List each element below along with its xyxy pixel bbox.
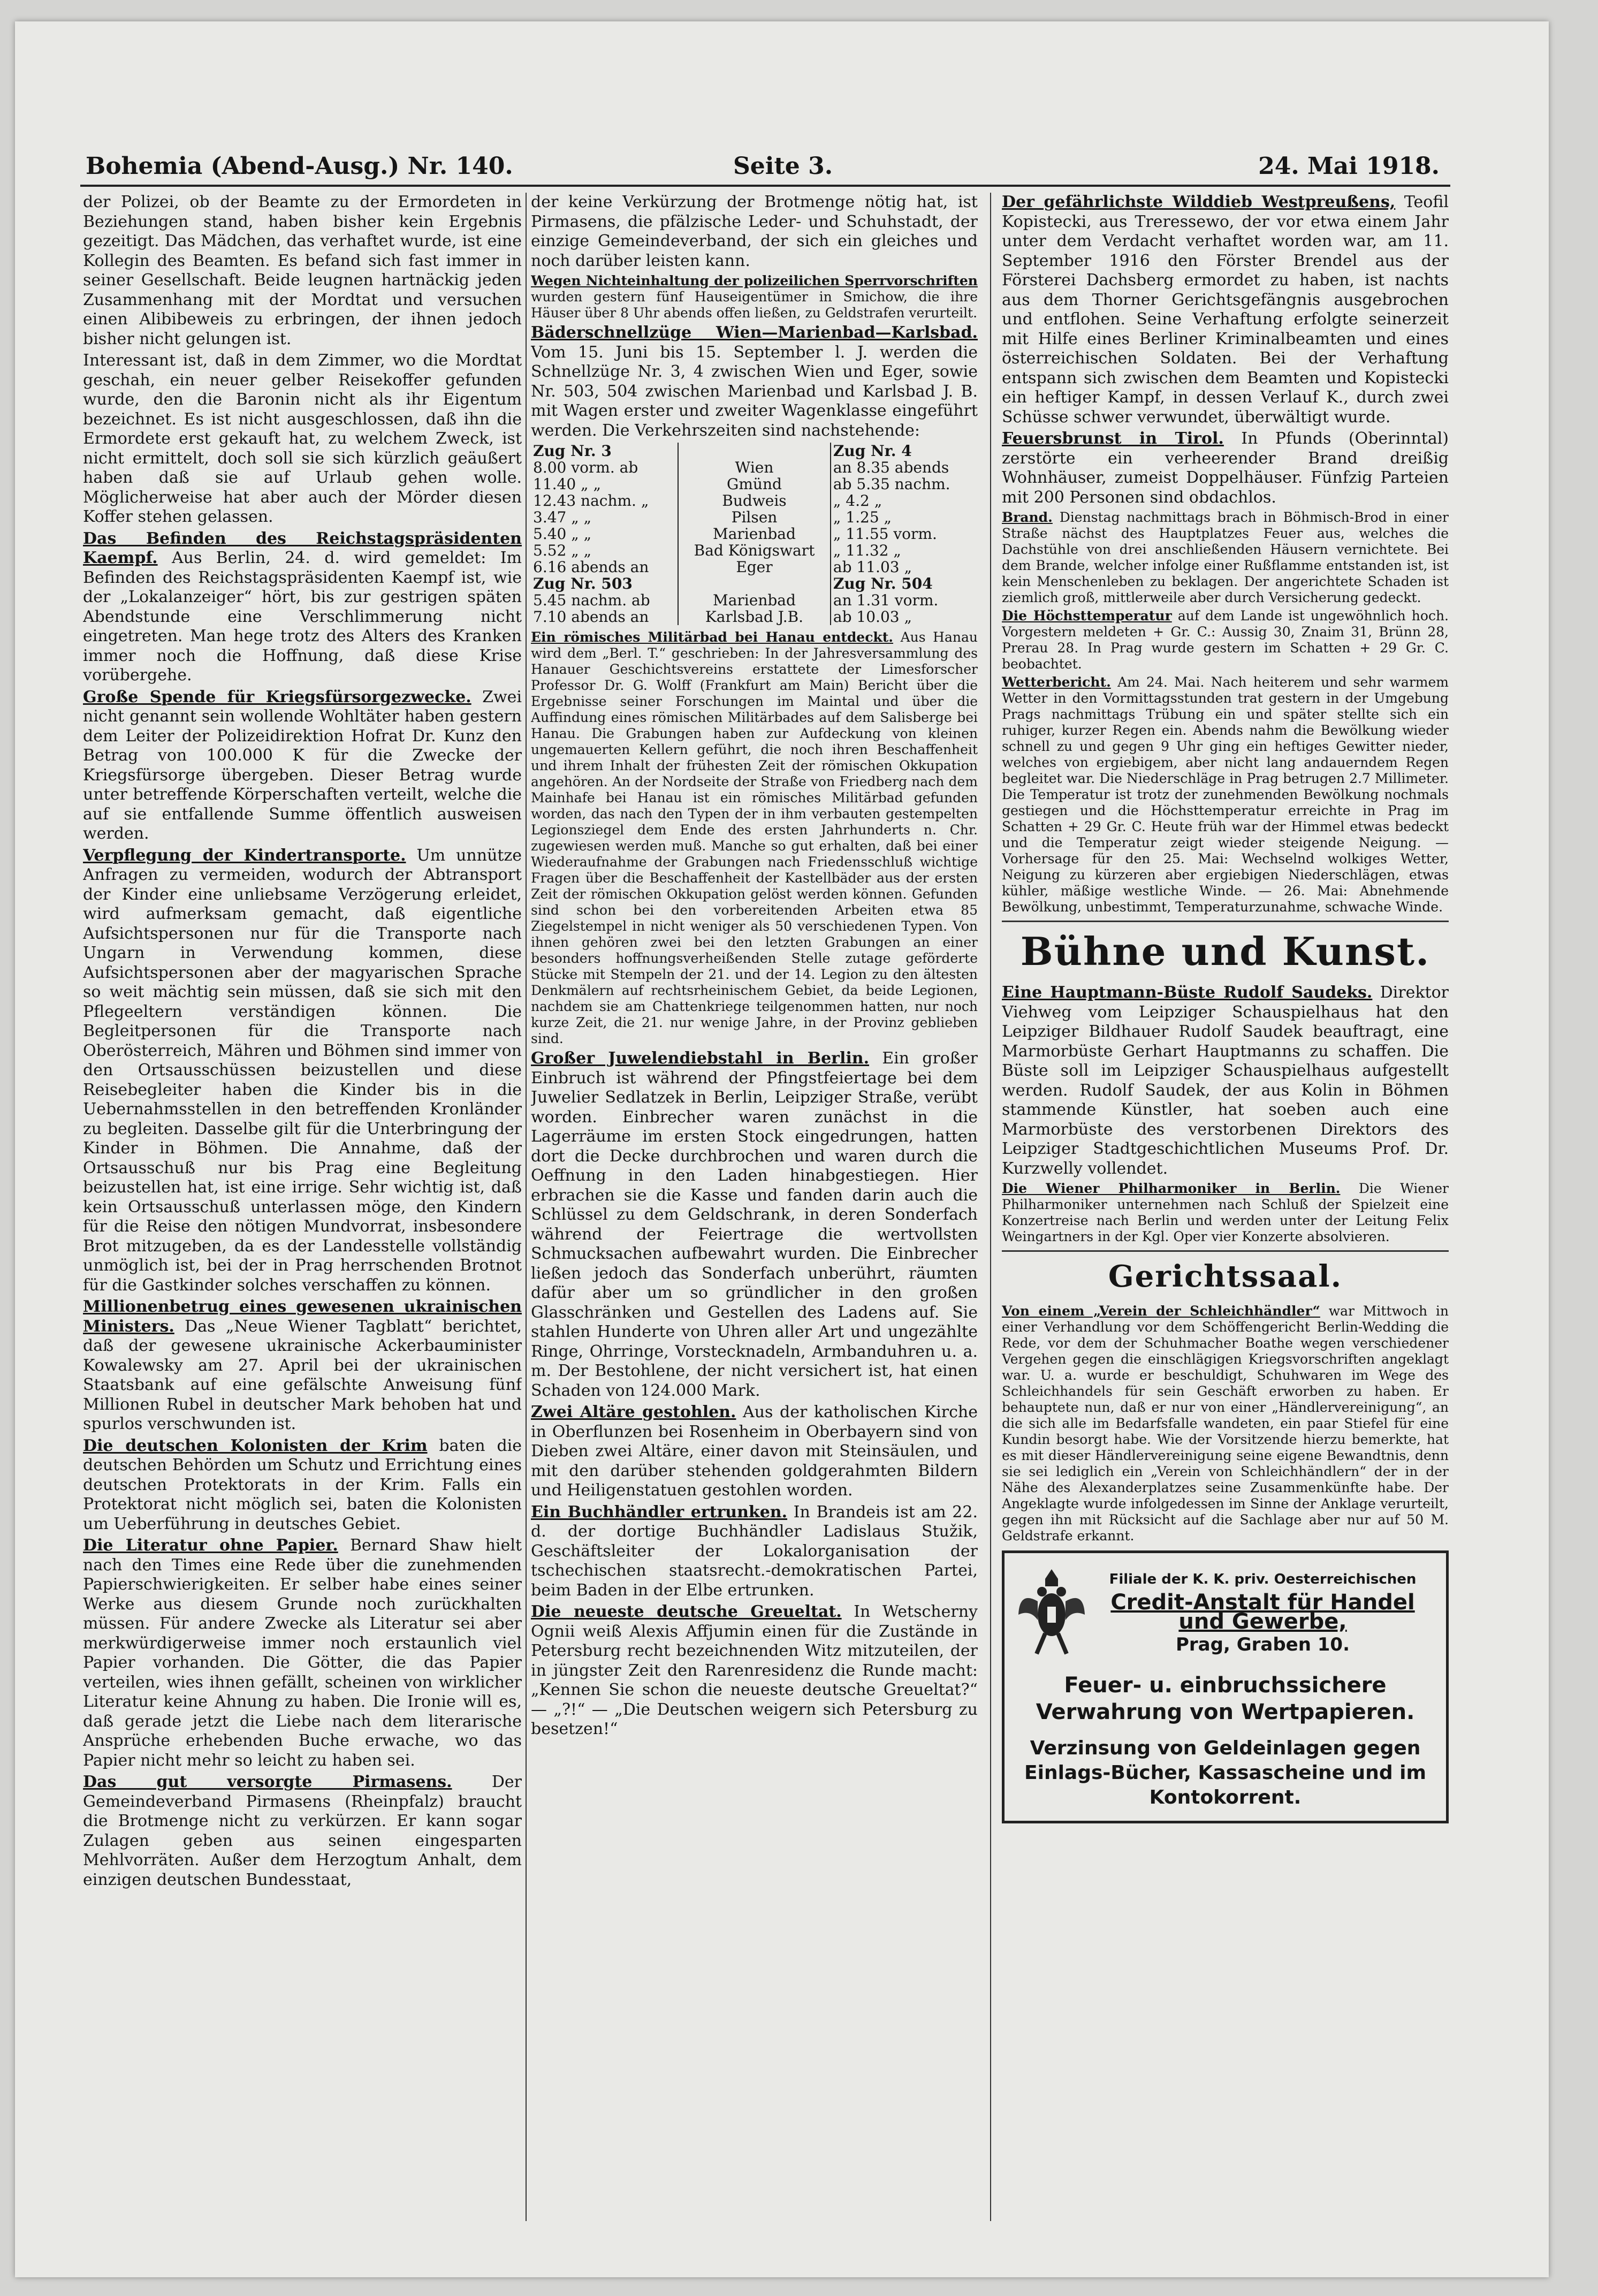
header-rule: [80, 185, 1450, 187]
column-divider: [990, 193, 991, 2221]
article: [1002, 510, 1449, 606]
timetable-time-right: „ 4.2 „: [833, 492, 882, 510]
article-body: Dienstag nachmittags brach in Böhmisch-Brod in einer Straße nächst des Hauptplatzes Feuer aus, welches die Dachstühle von drei anschließenden Häusern vernichtete. Bei dem Brande, welcher infolge einer Rußflamme entstanden ist, ist kein Menschenleben zu beklagen. Der angerichtete Schaden ist ziemlich groß, mittlerweile aber durch Versicherung gedeckt.: [1002, 510, 1449, 605]
header-page-number: Seite 3.: [733, 153, 833, 180]
article-body: Der Gemeindeverband Pirmasens (Rheinpfalz) braucht die Brotmenge nicht zu verkürzen. Er kann sogar Zulagen geben aus seinen eingesparten Mehlvorräten. Außer dem Herzogtum Anhalt, dem einzigen deutschen Bundesstaat,: [83, 1773, 522, 1889]
timetable-row: [531, 476, 978, 492]
ad-line-5: Verzinsung von Geldeinlagen gegen Einlags-Bücher, Kassascheine und im: [1024, 1737, 1426, 1784]
ad-line-1: Filiale der K. K. priv. Oesterreichischen: [1109, 1571, 1417, 1587]
article-body: Das „Neue Wiener Tagblatt“ berichtet, daß der gewesene ukrainische Ackerbauminister Kowalewsky am 27. April bei der ukrainischen Staatsbank auf eine gefälschte Anweisung fünf Millionen Rubel in deutscher Mark behoben hat und spurlos verschwunden ist.: [83, 1317, 522, 1433]
column-3: [1002, 193, 1449, 2221]
timetable-time-right: „ 11.55 vorm.: [833, 525, 937, 543]
article-body: wurden gestern fünf Hauseigentümer in Smichow, die ihre Häuser über 8 Uhr abends offen ließen, zu Geldstrafen verurteilt.: [531, 289, 978, 321]
article: [531, 193, 978, 271]
article-headline: Die neueste deutsche Greueltat.: [531, 1602, 842, 1621]
section-rule: [1002, 1250, 1449, 1252]
article: [83, 846, 522, 1296]
timetable-row: [531, 526, 978, 542]
page-header: [70, 153, 1450, 185]
article: [83, 193, 522, 349]
timetable-station: Marienbad: [678, 526, 831, 542]
timetable-header-station: [678, 443, 831, 459]
timetable-section-b: [531, 575, 978, 625]
ad-bank-name-block: [1089, 1570, 1436, 1654]
article-headline: Die Wiener Philharmoniker in Berlin.: [1002, 1181, 1341, 1196]
article-body: Vom 15. Juni bis 15. September l. J. werden die Schnellzüge Nr. 3, 4 zwischen Wien und Eger, sowie Nr. 503, 504 zwischen Marienbad und Karlsbad J. B. mit Wagen erster und zweiter Wagenklasse eingeführt werden. Die Verkehrszeiten sind nachstehende:: [531, 343, 978, 440]
article-body: Direktor Viehweg vom Leipziger Schauspielhaus hat den Leipziger Bildhauer Rudolf Saudek beauftragt, eine Marmorbüste Gerhart Hauptmanns zu schaffen. Die Büste soll im Leipziger Schauspielhaus aufgestellt werden. Rudolf Saudek, der aus Kolin in Böhmen stammende Künstler, hat soeben auch eine Marmorbüste des verstorbenen Direktors des Leipziger Stadtgeschichtlichen Museums Prof. Dr. Kurzwelly vollendet.: [1002, 983, 1449, 1178]
article-body: Aus der katholischen Kirche in Oberflunzen bei Rosenheim in Oberbayern sind von Dieben zwei Altäre, einer davon mit Steinsäulen, und mit den darüber stehenden goldgerahmten Bildern und Heiligenstatuen gestohlen worden.: [531, 1403, 978, 1500]
article-headline: Die Höchsttemperatur: [1002, 608, 1172, 624]
timetable-time-right: an 1.31 vorm.: [833, 591, 939, 609]
section-rule: [1002, 921, 1449, 922]
timetable-time-left: 5.45 nachm. ab: [533, 591, 650, 609]
timetable-time-left: 3.47 „ „: [533, 508, 592, 526]
timetable-row: [531, 509, 978, 526]
article-body: Interessant ist, daß in dem Zimmer, wo die Mordtat geschah, ein neuer gelber Reisekoffer gefunden wurde, den die Baronin nicht als ihr Eigentum bezeichnet. Es ist nicht ausgeschlossen, daß ihn die Ermordete erst gekauft hat, zu welchem Zweck, ist nicht ermittelt, doch soll sie sich kürzlich geäußert haben daß sie auf Urlaub gehen wolle. Möglicherweise hat aber auch der Mörder diesen Koffer stehen gelassen.: [83, 351, 522, 526]
timetable-station: Karlsbad J.B.: [678, 609, 831, 625]
timetable-time-right: ab 10.03 „: [833, 608, 912, 626]
bank-advertisement: [1002, 1550, 1449, 1823]
column-3-news: [1002, 193, 1449, 915]
article-body: In Wetscherny Ognii weiß Alexis Affjumin einen für die Zustände in Petersburg recht bezeichnenden Witz mitzuteilen, der in jüngster Zeit den Rarenresidenz die Runde macht: „Kennen Sie schon die neueste deutsche Greueltat?“ — „?!“ — „Die Deutschen weigern sich Petersburg zu besetzen!“: [531, 1602, 978, 1738]
article-headline: Die Literatur ohne Papier.: [83, 1536, 338, 1555]
timetable-station: Gmünd: [678, 476, 831, 492]
timetable-time-left: 7.10 abends an: [533, 608, 649, 626]
timetable-header-row: [531, 575, 978, 592]
article-body: In Brandeis ist am 22. d. der dortige Buchhändler Ladislaus Stužik, Geschäftsleiter der Lokalorganisation der tschechischen staatsrecht.-demokratischen Partei, beim Baden in der Elbe ertrunken.: [531, 1502, 978, 1600]
article-body: auf dem Lande ist ungewöhnlich hoch. Vorgestern meldeten + Gr. C.: Aussig 30, Znaim 31, Brünn 28, Prerau 28. In Prag wurde gestern im Schatten + 29 Gr. C. beobachtet.: [1002, 608, 1449, 672]
article: [1002, 1303, 1449, 1544]
article-headline: Ein römisches Militärbad bei Hanau entdeckt.: [531, 629, 894, 645]
article-body: der keine Verkürzung der Brotmenge nötig hat, ist Pirmasens, die pfälzische Leder- und Schuhstadt, der einzige Gemeindeverband, der sich ein gleiches und noch darüber leisten kann.: [531, 193, 978, 270]
article: [83, 1436, 522, 1534]
article-headline: Bäderschnellzüge Wien—Marienbad—Karlsbad.: [531, 323, 978, 342]
article-body: war Mittwoch in einer Verhandlung vor dem Schöffengericht Berlin-Wedding die Rede, vor dem der Schuhmacher Boathe wegen verschiedener Vergehen gegen die einschlägigen Kriegsvorschriften angeklagt war. U. a. wurde er beschuldigt, Schuhwaren im Wege des Schleichhandels für sein Geschäft erworben zu haben. Er behauptete nun, daß er nur von einer „Händlervereinigung“, an die sich alle im Bedarfsfalle wandeten, ein paar Stiefel für eine Kundin besorgt habe. Wie der Vorsitzende hierzu bemerkte, hat es mit dieser Händlervereinigung seine eigene Bewandtnis, denn sie sei lediglich ein „Verein von Schleichhändlern“ der in der Nähe des Alexanderplatzes seine Zusammenkünfte habe. Der Angeklagte wurde infolgedessen im Sinne der Anklage verurteilt, gegen ihn mit Rücksicht auf die Sachlage aber nur auf 50 M. Geldstrafe erkannt.: [1002, 1303, 1449, 1544]
timetable-header-right: Zug Nr. 504: [833, 575, 933, 592]
article: [531, 629, 978, 1047]
article: [531, 1503, 978, 1601]
timetable-header-row: [531, 443, 978, 459]
article: [531, 1602, 978, 1739]
article: [83, 529, 522, 686]
timetable-time-right: „ 1.25 „: [833, 508, 892, 526]
article: [83, 1773, 522, 1890]
article-headline: Eine Hauptmann-Büste Rudolf Saudeks.: [1002, 983, 1373, 1002]
header-masthead: Bohemia (Abend-Ausg.) Nr. 140.: [86, 153, 513, 180]
timetable-row: [531, 459, 978, 476]
article-body: Aus Berlin, 24. d. wird gemeldet: Im Befinden des Reichstagspräsidenten Kaempf ist, wie der „Lokalanzeiger“ hört, bis zur gestrigen späten Abendstunde eine Verschlimmerung nicht eingetreten. Man hege trotz des Alters des Kranken immer noch die Hoffnung, daß diese Krise vorübergehe.: [83, 549, 522, 685]
timetable-header-left: Zug Nr. 503: [533, 575, 633, 592]
article-headline: Das Befinden des Reichstagspräsidenten Kaempf.: [83, 529, 522, 567]
timetable-station: Bad Königswart: [678, 542, 831, 559]
article: [1002, 193, 1449, 427]
article: [83, 1536, 522, 1770]
article: [1002, 1181, 1449, 1245]
train-timetable: [531, 443, 978, 625]
article: [1002, 674, 1449, 915]
timetable-time-left: 12.43 nachm. „: [533, 492, 649, 510]
article-headline: Brand.: [1002, 510, 1053, 525]
timetable-row: [531, 559, 978, 575]
article: [531, 1049, 978, 1401]
article-headline: Feuersbrunst in Tirol.: [1002, 429, 1224, 448]
column-3-court: [1002, 1303, 1449, 1544]
timetable-time-left: 8.00 vorm. ab: [533, 459, 638, 476]
header-date: 24. Mai 1918.: [1258, 153, 1440, 180]
timetable-header-right: Zug Nr. 4: [833, 442, 912, 460]
article-headline: Von einem „Verein der Schleichhändler“: [1002, 1303, 1320, 1319]
timetable-row: [531, 542, 978, 559]
article-body: der Polizei, ob der Beamte zu der Ermordeten in Beziehungen stand, haben bisher kein Ergebnis gezeitigt. Das Mädchen, das verhaftet wurde, ist eine Kollegin des Beamten. Es befand sich fast immer in seiner Gesellschaft. Beide leugnen hartnäckig jeden Zusammenhang mit der Mordtat und versuchen einen Alibibeweis zu erbringen, der ihnen jedoch bisher nicht gelungen ist.: [83, 193, 522, 348]
timetable-time-left: 11.40 „ „: [533, 475, 601, 493]
timetable-station: Eger: [678, 559, 831, 575]
article-headline: Ein Buchhändler ertrunken.: [531, 1502, 788, 1522]
article-body: Aus Hanau wird dem „Berl. T.“ geschrieben: In der Jahresversammlung des Hanauer Geschichtsvereins erstattete der Limesforscher Professor Dr. G. Wolff (Frankfurt am Main) Bericht über die Ergebnisse seiner Forschungen im Maintal und über die Auffindung eines römischen Militärbades auf dem Salisberge bei Hanau. Die Grabungen haben zur Aufdeckung von kleinen ungemauerten Kellern geführt, die noch ihren Beschaffenheit und ihrem Inhalt der frühesten Zeit der römischen Okkupation angehören. An der Nordseite der Straße von Friedberg nach dem Mainhafe bei Hanau ist ein römisches Militärbad gefunden worden, das nach den Typen der in ihm verbauten gestempelten Legionsziegel dem Ende des ersten Jahrhunderts n. Chr. zugewiesen werden muß. Manche so gut erhalten, daß bei einer Wiederaufnahme der Grabungen nach Friedensschluß wichtige Fragen über die Beschaffenheit der Kastellbäder aus der ersten Zeit der römischen Okkupation gelöst werden können. Gefunden sind schon bei den vorbereitenden Arbeiten etwa 85 Ziegelstempel in nicht weniger als 50 verschiedenen Typen. Von ihnen gehören zwei bei den letzten Grabungen an einer besonders hoffnungsverheißenden Stelle zutage geförderte Stücke mit Stempeln der 21. und der 14. Legion zu den ältesten Denkmälern auf rechtsrheinischem Gebiet, da beide Legionen, nachdem sie am Chattenkriege teilgenommen hatten, nur noch kurze Zeit, die 21. nur wenige Jahre, in der Provinz geblieben sind.: [531, 629, 978, 1046]
ad-top-row: [1014, 1564, 1436, 1660]
section-heading-buehne: Bühne und Kunst.: [1020, 929, 1430, 974]
ad-line-6: Kontokorrent.: [1149, 1786, 1302, 1808]
article-body: Am 24. Mai. Nach heiterem und sehr warmem Wetter in den Vormittagsstunden trat gestern in der Umgebung Prags nachmittags Trübung ein und später stellte sich ein ruhiger, kurzer Regen ein. Abends nahm die Bewölkung wieder schnell zu und gegen 9 Uhr ging ein heftiges Gewitter nieder, welches von ergiebigem, aber nicht lang andauerndem Regen begleitet war. Die Niederschläge in Prag betrugen 2.7 Millimeter. Die Temperatur ist trotz der zunehmenden Bewölkung nochmals gestiegen und die Höchsttemperatur erreichte in Prag im Schatten + 29 Gr. C. Heute früh war der Himmel etwas bedeckt und die Temperatur zeigt wieder steigende Neigung. — Vorhersage für den 25. Mai: Wechselnd wolkiges Wetter, Neigung zu kürzeren aber ergiebigen Niederschlägen, etwas kühler, mäßige westliche Winde. — 26. Mai: Abnehmende Bewölkung, unbestimmt, Temperaturzunahme, schwache Winde.: [1002, 674, 1449, 915]
article: [1002, 429, 1449, 507]
article: [83, 688, 522, 844]
timetable-time-left: 5.40 „ „: [533, 525, 592, 543]
timetable-station: Wien: [678, 459, 831, 476]
timetable-section-a: [531, 443, 978, 575]
article-body: Zwei nicht genannt sein wollende Wohltäter haben gestern dem Leiter der Polizeidirektion Hofrat Dr. Kunz den Betrag von 100.000 K für die Zwecke der Kriegsfürsorge übergeben. Dieser Betrag wurde unter betreffende Körperschaften verteilt, welche die auf sie entfallende Summe öffentlich ausweisen werden.: [83, 687, 522, 843]
article-body: Ein großer Einbruch ist während der Pfingstfeiertage bei dem Juwelier Sedlatzek in Berlin, Leipziger Straße, verübt worden. Einbrecher waren zunächst in die Lagerräume im ersten Stock eingedrungen, hatten dort die Decke durchbrochen und waren durch die Oeffnung in den Laden hinabgestiegen. Hier erbrachen sie die Kasse und fanden darin auch die Schlüssel zu dem Geldschrank, in deren Sonderfach während der Feiertrage die wertvollsten Schmucksachen aufbewahrt wurden. Die Einbrecher ließen jedoch das Sonderfach unberührt, räumten dafür aber um so gründlicher in den großen Glasschränken und Gestellen des Ladens auf. Sie stahlen Hunderte von Uhren aller Art und ungezählte Ringe, Ohrringe, Vorstecknadeln, Armbanduhren u. a. m. Der Bestohlene, der nicht versichert ist, hat einen Schaden von 124.000 Mark.: [531, 1049, 978, 1400]
column-2-articles-top: [531, 193, 978, 440]
timetable-row: [531, 609, 978, 625]
article-body: baten die deutschen Behörden um Schutz und Errichtung eines deutschen Protektorats in der Krim. Falls ein Protektorat nicht möglich sei, baten die Kolonisten um Ueberführung in deutsches Gebiet.: [83, 1436, 522, 1533]
column-2-articles-bottom: [531, 629, 978, 1739]
timetable-time-left: 6.16 abends an: [533, 558, 649, 576]
ad-line-3: Prag, Graben 10.: [1175, 1633, 1350, 1655]
article-headline: Die deutschen Kolonisten der Krim: [83, 1436, 428, 1455]
article-body: Bernard Shaw hielt nach den Times eine Rede über die zunehmenden Papierschwierigkeiten. Er selber habe eines seiner Werke aus diesem Grunde noch zurückhalten müssen. Für andere Zwecke als Literatur sei aber merkwürdigerweise immer noch erstaunlich viel Papier vorhanden. Die Götter, die das Papier verteilen, wies ihnen gefällt, scheinen von wirklicher Literatur keine Ahnung zu haben. Die Ironie will es, daß gerade jetzt die Liebe nach dem literarische Ansprüche erhebenden Buche erwache, wo das Papier nicht mehr so leicht zu haben sei.: [83, 1536, 522, 1770]
article-headline: Millionenbetrug eines gewesenen ukrainischen Ministers.: [83, 1297, 522, 1336]
article-headline: Das gut versorgte Pirmasens.: [83, 1773, 452, 1791]
timetable-station: Pilsen: [678, 509, 831, 526]
timetable-time-right: ab 11.03 „: [833, 558, 912, 576]
column-2: [531, 193, 978, 2221]
article: [531, 1403, 978, 1501]
article-headline: Großer Juwelendiebstahl in Berlin.: [531, 1049, 870, 1068]
article-body: Die Wiener Philharmoniker unternehmen nach Schluß der Spielzeit eine Konzertreise nach Berlin und werden unter der Leitung Felix Weingartners in der Kgl. Oper vier Konzerte absolvieren.: [1002, 1181, 1449, 1244]
timetable-station: Budweis: [678, 492, 831, 509]
timetable-time-right: ab 5.35 nachm.: [833, 475, 950, 493]
column-1: [83, 193, 522, 2221]
article: [531, 323, 978, 440]
article-body: In Pfunds (Oberinntal) zerstörte ein verheerender Brand dreißig Wohnhäuser, zumeist Doppelhäuser. Fünfzig Parteien mit 200 Personen sind obdachlos.: [1002, 429, 1449, 507]
article-headline: Zwei Altäre gestohlen.: [531, 1403, 736, 1421]
article-body: Teofil Kopistecki, aus Treressewo, der vor etwa einem Jahr unter dem Verdacht verhaftet worden war, am 11. September 1916 den Förster Brendel aus der Försterei Dachsberg ermordet zu haben, ist nachts aus dem Thorner Gerichtsgefängnis ausgebrochen und entflohen. Seine Verhaftung erfolgte seinerzeit mit Hilfe eines Berliner Kriminalbeamten und eines österreichischen Soldaten. Bei der Verhaftung entspann sich zwischen dem Beamten und Kopistecki ein heftiger Kampf, in dessen Verlauf K., durch zwei Schüsse schwer verwundet, überwältigt wurde.: [1002, 193, 1449, 427]
section-heading-gericht: Gerichtssaal.: [1108, 1259, 1343, 1294]
article-headline: Große Spende für Kriegsfürsorgezwecke.: [83, 687, 471, 706]
article-headline: Der gefährlichste Wilddieb Westpreußens,: [1002, 193, 1396, 211]
timetable-row: [531, 592, 978, 609]
timetable-time-right: an 8.35 abends: [833, 459, 949, 476]
article-headline: Verpflegung der Kindertransporte.: [83, 846, 406, 865]
ad-line-4: Feuer- u. einbruchssichere Verwahrung von Wertpapieren.: [1036, 1673, 1415, 1724]
article: [531, 273, 978, 321]
double-eagle-emblem-icon: [1014, 1564, 1089, 1660]
article-headline: Wetterbericht.: [1002, 674, 1111, 690]
timetable-header-left: Zug Nr. 3: [533, 442, 612, 460]
timetable-station: Marienbad: [678, 592, 831, 609]
article-headline: Wegen Nichteinhaltung der polizeilichen Sperrvorschriften: [531, 273, 978, 288]
timetable-time-right: „ 11.32 „: [833, 542, 901, 559]
article: [83, 1297, 522, 1434]
article: [83, 351, 522, 527]
article: [1002, 608, 1449, 672]
timetable-time-left: 5.52 „ „: [533, 542, 592, 559]
column-divider: [526, 193, 527, 2221]
article-body: Um unnütze Anfragen zu vermeiden, wodurch der Abtransport der Kinder eine unliebsame Verzögerung erleidet, wird aufmerksam gemacht, daß eigentliche Aufsichtspersonen nur für die Transporte nach Ungarn in Verwendung kommen, diese Aufsichtspersonen aber der magyarischen Sprache so weit mächtig sein müssen, daß sie sich mit den Pflegeeltern verständigen können. Die Begleitpersonen für die Transporte nach Oberösterreich, Mähren und Böhmen sind immer von den Ortsausschüssen beizustellen und diese Reisebegleiter haben die Kinder bis in die Uebernahmsstellen in den betreffenden Kronländer zu begleiten. Dasselbe gilt für die Unterbringung der Kinder in Böhmen. Die Annahme, daß der Ortsausschuß nur bis Prag eine Begleitung beizustellen hat, ist eine irrige. Sehr wichtig ist, daß kein Ortsausschuß unterlassen möge, den Kindern für die Reise den nötigen Mundvorrat, insbesondere Brot mitzugeben, da es der Landesstelle vollständig unmöglich ist, bei der in Prag herrschenden Brotnot für die Gastkinder solches verschaffen zu können.: [83, 846, 522, 1295]
column-3-arts: [1002, 983, 1449, 1245]
article: [1002, 983, 1449, 1179]
timetable-row: [531, 492, 978, 509]
ad-line-2: Credit-Anstalt für Handel und Gewerbe,: [1110, 1590, 1415, 1634]
timetable-header-station: [678, 575, 831, 592]
